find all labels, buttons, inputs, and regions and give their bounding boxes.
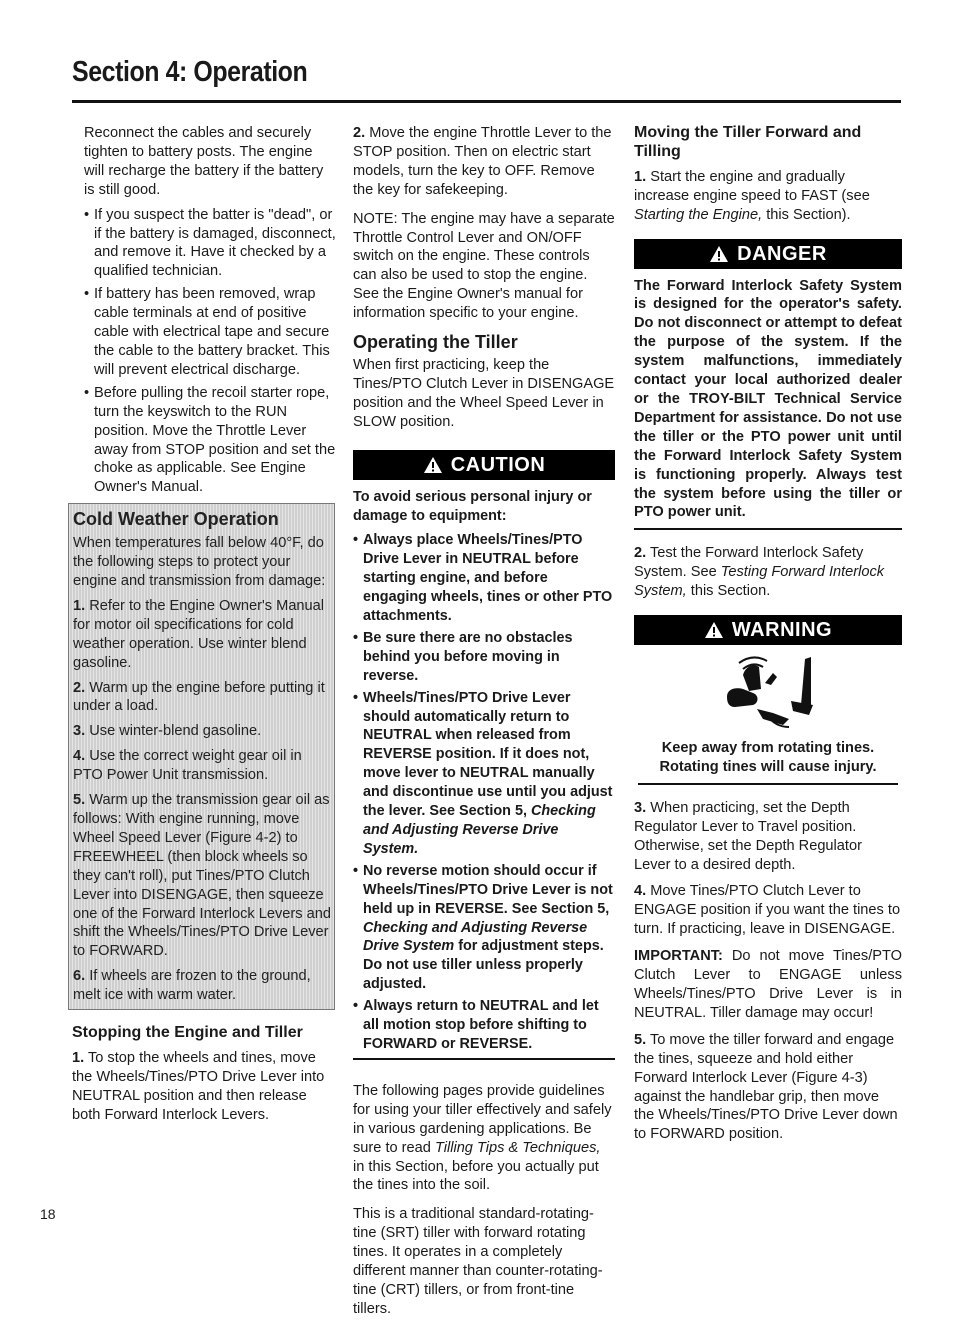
moving-step-3: 3. When practicing, set the Depth Regulator Lever to Travel position. Otherwise, set the Depth Regulator Lever to a desired depth. — [634, 799, 862, 873]
cold-weather-step: 4. Use the correct weight gear oil in PTO Power Unit transmission. — [73, 748, 302, 784]
cold-weather-box — [68, 503, 335, 1010]
moving-step-5: 5. To move the tiller forward and engage the tines, squeeze and hold either Forward Interlock Lever (Figure 4-3) against the handlebar grip, then move the Wheels/Tines/PTO Drive Lever down to FORWARD position. — [634, 1031, 898, 1143]
cold-weather-step: 2. Warm up the engine before putting it under a load. — [73, 679, 325, 715]
caution-bullet: • Be sure there are no obstacles behind you before moving in reverse. — [353, 629, 615, 686]
operating-text: When first practicing, keep the Tines/PTO Clutch Lever in DISENGAGE position and the Wheel Speed Lever in SLOW position. — [353, 356, 615, 430]
column-1 — [72, 124, 336, 1131]
bullet-item: • If battery has been removed, wrap cable terminals at end of positive cable with electrical tape and secure the cable to the battery bracket. This will prevent electrical discharge. — [84, 285, 336, 380]
caution-bullet: • Always return to NEUTRAL and let all motion stop before shifting to FORWARD or REVERSE. — [353, 997, 615, 1054]
bullet-item: • Before pulling the recoil starter rope, turn the keyswitch to the RUN position. Move the Throttle Lever away from STOP position and set the choke as applicable. See Engine Owner's Manual. — [84, 384, 336, 497]
battery-intro: Reconnect the cables and securely tighten to battery posts. The engine will recharge the battery if the battery is still good. — [84, 125, 324, 198]
moving-step-2: 2. Test the Forward Interlock Safety System. See Testing Forward Interlock System, this Section. — [634, 545, 885, 600]
danger-text: The Forward Interlock Safety System is designed for the operator's safety. Do not disconnect or attempt to defeat the purpose of the system. If the system malfunctions, immediately contact your local authorized dealer or the TROY-BILT Technical Service Department for assistance. Do not use the tiller or the PTO power unit until the Forward Interlock Safety System is functioning properly. Always test the system before using the tiller or PTO power unit. — [634, 277, 902, 521]
cold-weather-title: Cold Weather Operation — [73, 509, 279, 530]
caution-bullet: • No reverse motion should occur if Wheels/Tines/PTO Drive Lever is not held up in REVERSE. See Section 5, Checking and Adjusting Reverse Drive System for adjustment steps. Do not use tiller unless properly adjusted. — [353, 862, 615, 994]
rotating-tines-hazard-icon — [713, 653, 823, 733]
note-paragraph: NOTE: The engine may have a separate Throttle Control Lever and ON/OFF switch on the engine. These controls can also be used to stop the engine. See the Engine Owner's manual for information specific to your engine. — [353, 210, 615, 322]
caution-rule — [353, 1058, 615, 1060]
warning-triangle-icon — [709, 242, 729, 272]
danger-label: DANGER — [737, 242, 827, 265]
warning-rule — [638, 783, 898, 785]
stopping-heading: Stopping the Engine and Tiller — [72, 1024, 303, 1042]
warning-triangle-icon — [704, 618, 724, 648]
caution-banner — [353, 450, 615, 480]
tiller-type-paragraph: This is a traditional standard-rotating-tine (SRT) tiller with forward rotating tines. It operates in a completely different manner than counter-rotating-tine (CRT) tillers, or from front-tine tillers. — [353, 1206, 603, 1317]
important-note: IMPORTANT: Do not move Tines/PTO Clutch Lever to ENGAGE unless Wheels/Tines/PTO Drive Lever is in NEUTRAL. Tiller damage may occur! — [634, 948, 902, 1021]
cold-weather-step: 6. If wheels are frozen to the ground, melt ice with warm water. — [73, 968, 311, 1004]
guidelines-paragraph: The following pages provide guidelines for using your tiller effectively and safely in various gardening applications. Be sure to read Tilling Tips & Techniques, in this Section, before you actually put the tines into the soil. — [353, 1082, 612, 1194]
danger-rule — [634, 528, 902, 530]
caution-bullet: • Always place Wheels/Tines/PTO Drive Lever in NEUTRAL before starting engine, and before engaging wheels, tines or other PTO attachments. — [353, 531, 615, 626]
bullet-item: • If you suspect the batter is "dead", or if the battery is damaged, disconnect, and remove it. Have it checked by a qualified technician. — [84, 206, 336, 282]
stopping-step-1: 1. To stop the wheels and tines, move the Wheels/Tines/PTO Drive Lever into NEUTRAL position and then release both Forward Interlock Levers. — [72, 1049, 325, 1123]
caution-label: CAUTION — [450, 453, 546, 476]
caution-lead: To avoid serious personal injury or damage to equipment: — [353, 488, 592, 524]
cold-weather-intro: When temperatures fall below 40°F, do the following steps to protect your engine and transmission from damage: — [73, 535, 326, 590]
warning-triangle-icon — [423, 453, 443, 483]
warning-text: Keep away from rotating tines. Rotating tines will cause injury. — [659, 740, 877, 775]
column-2 — [353, 124, 615, 1325]
moving-step-4: 4. Move Tines/PTO Clutch Lever to ENGAGE position if you want the tines to turn. If practicing, leave in DISENGAGE. — [634, 883, 901, 938]
title-rule — [72, 100, 901, 103]
stop-step-2: 2. Move the engine Throttle Lever to the STOP position. Then on electric start models, turn the key to OFF. Remove the key for safekeeping. — [353, 125, 612, 198]
battery-bullets — [84, 206, 336, 498]
moving-step-1: 1. Start the engine and gradually increase engine speed to FAST (see Starting the Engine, this Section). — [634, 168, 870, 223]
page-title: Section 4: Operation — [72, 56, 308, 88]
caution-bullets — [353, 531, 615, 1053]
caution-body — [353, 488, 615, 1054]
danger-banner — [634, 239, 902, 269]
moving-heading: Moving the Tiller Forward and Tilling — [634, 124, 862, 160]
cold-weather-step: 1. Refer to the Engine Owner's Manual for motor oil specifications for cold weather operation. Use winter blend gasoline. — [73, 597, 325, 671]
column-3 — [634, 124, 902, 1150]
caution-bullet: • Wheels/Tines/PTO Drive Lever should automatically return to NEUTRAL when released from REVERSE position. If it does not, move lever to NEUTRAL manually and discontinue use until you adjust the lever. See Section 5, Checking and Adjusting Reverse Drive System. — [353, 689, 615, 859]
operating-heading: Operating the Tiller — [353, 332, 518, 353]
warning-banner — [634, 615, 902, 645]
page-number: 18 — [40, 1206, 56, 1222]
warning-label: WARNING — [731, 619, 833, 642]
cold-weather-step: 5. Warm up the transmission gear oil as follows: With engine running, move Wheel Speed Lever (Figure 4-2) to FREEWHEEL (then block wheels so they can't roll), put Tines/PTO Clutch Lever into DISENGAGE, then squeeze one of the Forward Interlock Levers and shift the Wheels/Tines/PTO Drive Lever to FORWARD. — [73, 792, 331, 960]
cold-weather-step: 3. Use winter-blend gasoline. — [73, 723, 262, 740]
